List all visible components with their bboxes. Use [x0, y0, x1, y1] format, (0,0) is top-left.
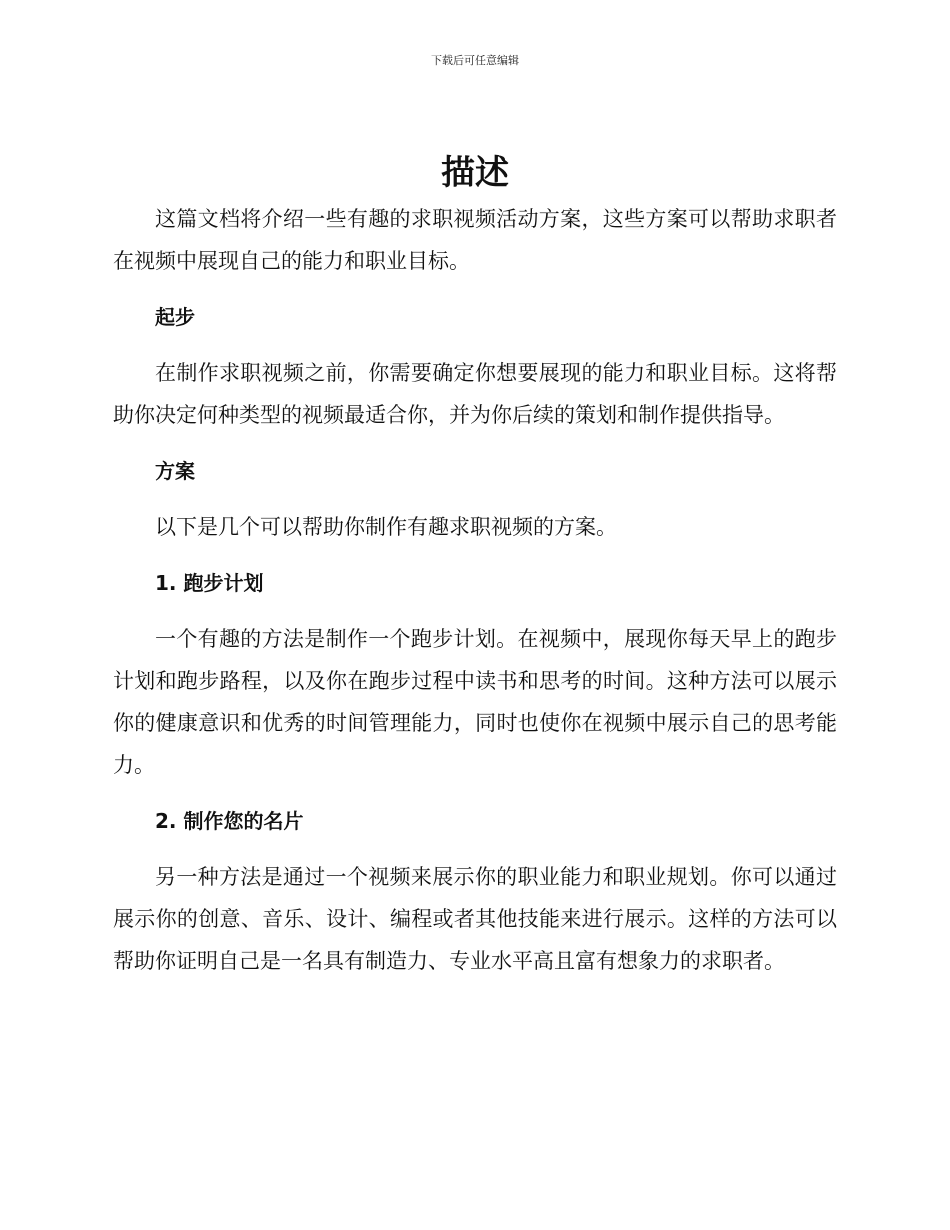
document-title: 描述: [441, 153, 509, 193]
intro-paragraph: 这篇文档将介绍一些有趣的求职视频活动方案，这些方案可以帮助求职者在视频中展现自己的能力和职业目标。: [113, 207, 837, 273]
section-heading-business-card: 2. 制作您的名片: [155, 809, 304, 833]
section-body-business-card: 另一种方法是通过一个视频来展示你的职业能力和职业规划。你可以通过展示你的创意、音乐、设计、编程或者其他技能来进行展示。这样的方法可以帮助你证明自己是一名具有制造力、专业水平高且富有想象力的求职者。: [113, 865, 837, 973]
document-body: [113, 198, 837, 982]
page-header: 下载后可任意编辑: [431, 54, 519, 67]
section-body-start: 在制作求职视频之前，你需要确定你想要展现的能力和职业目标。这将帮助你决定何种类型的视频最适合你，并为你后续的策划和制作提供指导。: [113, 361, 837, 427]
section-heading-running-plan: 1. 跑步计划: [155, 571, 264, 595]
section-body-plans: 以下是几个可以帮助你制作有趣求职视频的方案。: [155, 515, 617, 539]
section-heading-plans: 方案: [155, 459, 195, 483]
section-body-running-plan: 一个有趣的方法是制作一个跑步计划。在视频中，展现你每天早上的跑步计划和跑步路程，以及你在跑步过程中读书和思考的时间。这种方法可以展示你的健康意识和优秀的时间管理能力，同时也使你在视频中展示自己的思考能力。: [113, 627, 837, 777]
section-heading-start: 起步: [155, 305, 195, 329]
